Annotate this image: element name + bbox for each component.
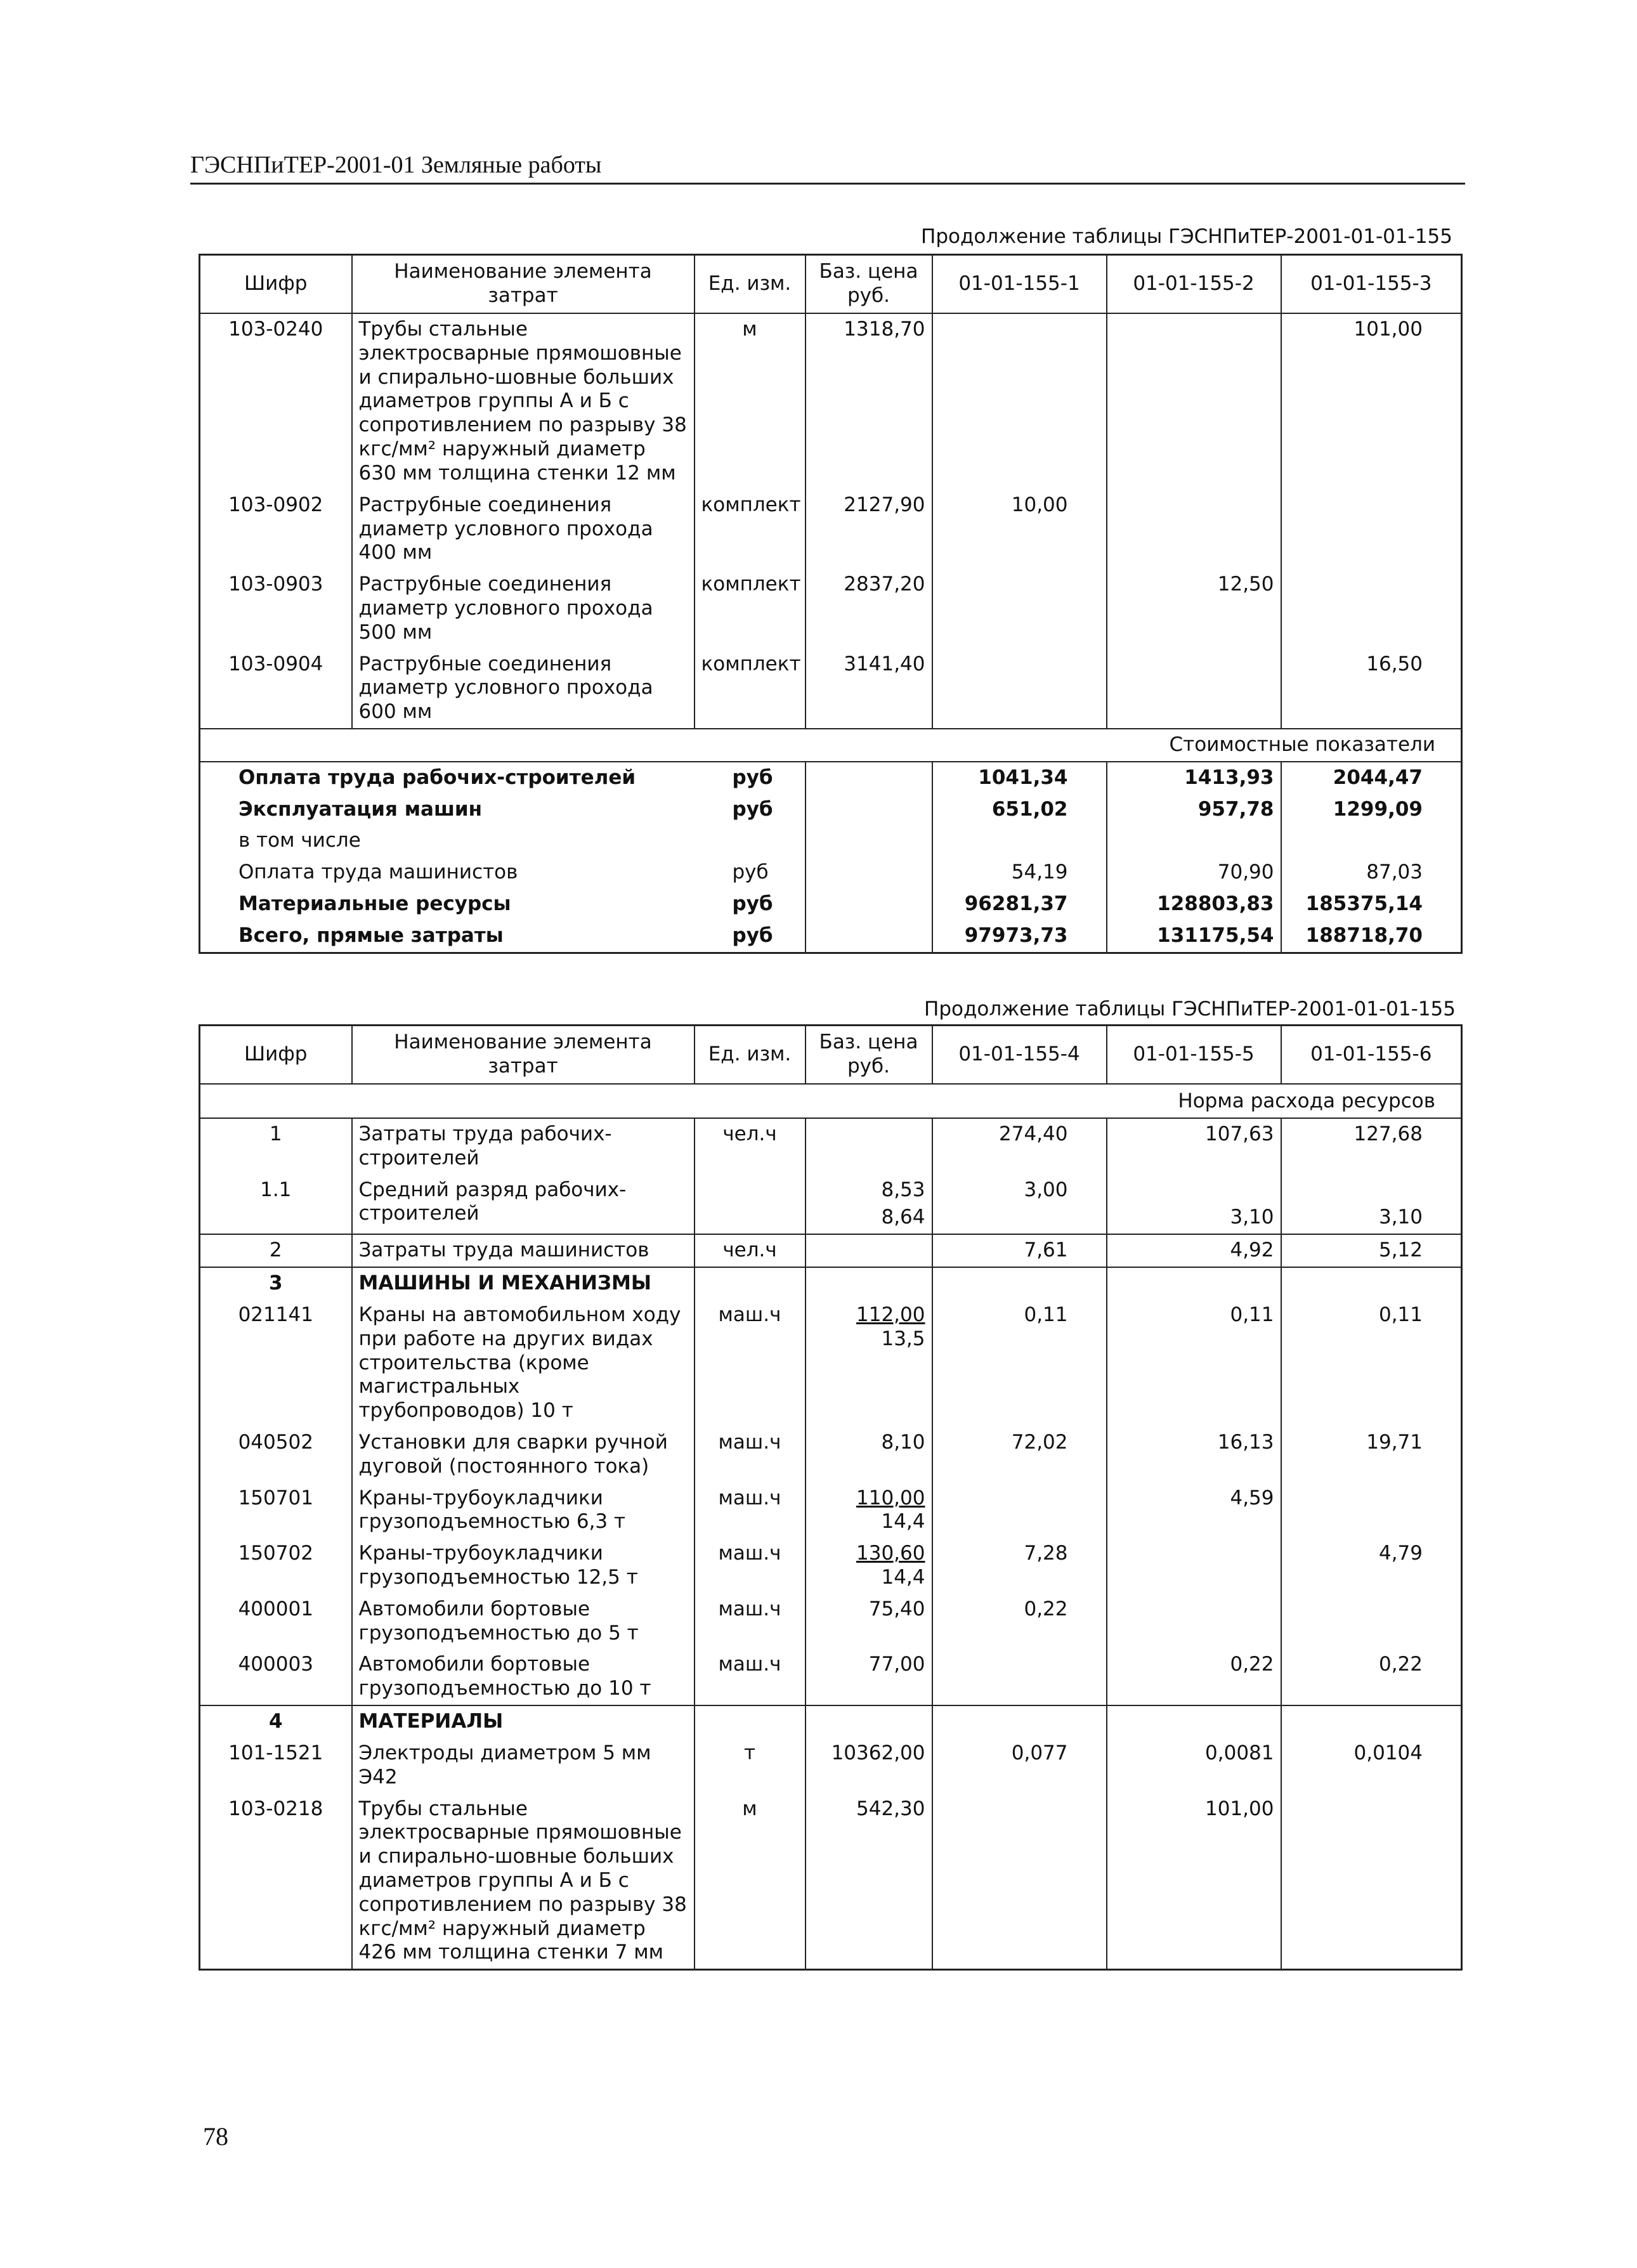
- row-name: Автомобили бортовые грузоподъемностью до 10 т: [352, 1649, 695, 1705]
- price-numerator: 130,60: [856, 1542, 925, 1565]
- section-title: МАТЕРИАЛЫ: [352, 1705, 695, 1738]
- row-v3: 0,0104: [1353, 1741, 1423, 1764]
- row-v3: 16,50: [1366, 652, 1423, 675]
- row-v1: [932, 1649, 1107, 1705]
- row-v2: 0,22: [1107, 1649, 1281, 1705]
- row-v3: 4,79: [1378, 1542, 1423, 1565]
- row-code: 103-0903: [228, 573, 323, 596]
- cost-section-header: [200, 729, 1462, 762]
- cost-v2: 131175,54: [1107, 920, 1281, 953]
- cost-v3: 185375,14: [1305, 892, 1423, 916]
- price-numerator: 112,00: [856, 1303, 925, 1326]
- col-name: Наименование элемента затрат: [352, 255, 695, 314]
- row-unit: маш.ч: [695, 1483, 805, 1539]
- cost-unit: руб: [695, 762, 805, 794]
- col-v3: 01-01-155-6: [1281, 1026, 1462, 1085]
- row-v3: 3,10: [1378, 1206, 1423, 1229]
- cost-unit: руб: [695, 794, 805, 826]
- row-v1: 72,02: [932, 1427, 1107, 1483]
- row-v3: 0,22: [1378, 1653, 1423, 1676]
- table-row: [200, 649, 1462, 729]
- row-v3: 0,11: [1378, 1303, 1423, 1326]
- row-unit: чел.ч: [695, 1118, 805, 1175]
- row-v2: 101,00: [1107, 1794, 1281, 1970]
- table2-caption: Продолжение таблицы ГЭСНПиТЕР-2001-01-01-155: [924, 998, 1456, 1020]
- row-code: 103-0218: [228, 1797, 323, 1820]
- row-code: 400003: [238, 1653, 313, 1676]
- cost-unit: руб: [695, 889, 805, 920]
- row-v1: 0,077: [932, 1738, 1107, 1794]
- row-v3: [1281, 490, 1462, 569]
- table-row: [200, 1594, 1462, 1650]
- table-row: [200, 1427, 1462, 1483]
- cost-v1: 96281,37: [932, 889, 1107, 920]
- row-v1: 7,28: [932, 1538, 1107, 1594]
- col-unit: Ед. изм.: [695, 255, 805, 314]
- norm-section-header: [200, 1084, 1462, 1118]
- row-v2: 0,11: [1107, 1300, 1281, 1427]
- cost-row: [200, 920, 1462, 953]
- cost-v2: 1413,93: [1107, 762, 1281, 794]
- row-unit: маш.ч: [695, 1427, 805, 1483]
- row-v3: [1281, 1594, 1462, 1650]
- col-name: Наименование элемента затрат: [352, 1026, 695, 1085]
- row-unit: маш.ч: [695, 1300, 805, 1427]
- table-row: [200, 1538, 1462, 1594]
- row-name: Краны на автомобильном ходу при работе на других видах строительства (кроме магистральных трубопроводов) 10 т: [352, 1300, 695, 1427]
- row-price: 3141,40: [805, 649, 932, 729]
- row-price: 2127,90: [805, 490, 932, 569]
- row-code: 1: [269, 1123, 282, 1145]
- row-name: Электроды диаметром 5 мм Э42: [352, 1738, 695, 1794]
- cost-row: [200, 825, 1462, 857]
- row-name: Раструбные соединения диаметр условного прохода 500 мм: [352, 569, 695, 648]
- row-code: 400001: [238, 1597, 313, 1620]
- table-row: [200, 1234, 1462, 1267]
- row-code: 103-0240: [200, 313, 352, 490]
- price-denominator: 13,5: [881, 1327, 925, 1350]
- row-unit: м: [695, 1794, 805, 1970]
- row-unit: т: [695, 1738, 805, 1794]
- row-v1: [932, 1483, 1107, 1539]
- col-v2: 01-01-155-2: [1107, 255, 1281, 314]
- row-unit: чел.ч: [695, 1234, 805, 1267]
- cost-v2: 957,78: [1107, 794, 1281, 826]
- cost-v1: 97973,73: [932, 920, 1107, 953]
- row-name: Трубы стальные электросварные прямошовные и спирально-шовные больших диаметров группы А и Б с сопротивлением по разрыву 38 кгс/мм² наружный диаметр 630 мм толщина стенки 12 мм: [352, 313, 695, 490]
- table-row: [200, 1118, 1462, 1175]
- row-v1: 7,61: [932, 1234, 1107, 1267]
- col-code: Шифр: [200, 255, 352, 314]
- row-v2: 3,10: [1107, 1175, 1281, 1235]
- row-v3: 101,00: [1281, 313, 1462, 490]
- table-row: [200, 1738, 1462, 1794]
- col-v2: 01-01-155-5: [1107, 1026, 1281, 1085]
- row-v3: 127,68: [1353, 1123, 1423, 1145]
- row-v3: [1281, 1794, 1462, 1970]
- norm-section-label: Норма расхода ресурсов: [200, 1084, 1462, 1118]
- cost-name: в том числе: [238, 829, 361, 852]
- cost-row: [200, 794, 1462, 826]
- row-v3: 19,71: [1366, 1430, 1423, 1454]
- row-v2: [1107, 1538, 1281, 1594]
- cost-v2: 70,90: [1107, 857, 1281, 889]
- cost-row: [200, 762, 1462, 794]
- row-code: 150702: [238, 1542, 313, 1565]
- row-v1: 274,40: [932, 1118, 1107, 1175]
- resource-table-2: [199, 1024, 1463, 1971]
- row-v1: 0,11: [932, 1300, 1107, 1427]
- table-row: [200, 313, 1462, 490]
- row-v1: [932, 569, 1107, 648]
- row-unit: м: [695, 313, 805, 490]
- row-v1: [932, 1794, 1107, 1970]
- col-unit: Ед. изм.: [695, 1026, 805, 1085]
- row-name: Автомобили бортовые грузоподъемностью до 5 т: [352, 1594, 695, 1650]
- cost-name: Оплата труда машинистов: [238, 861, 518, 884]
- row-code: 101-1521: [228, 1741, 323, 1764]
- price-numerator: 110,00: [856, 1486, 925, 1509]
- table-row: [200, 569, 1462, 648]
- row-v1: [932, 313, 1107, 490]
- cost-v1: 651,02: [932, 794, 1107, 826]
- col-code: Шифр: [200, 1026, 352, 1085]
- row-v2: [1107, 490, 1281, 569]
- row-code: 040502: [238, 1430, 313, 1454]
- row-v2: [1107, 313, 1281, 490]
- cost-name: Оплата труда рабочих-строителей: [238, 766, 636, 789]
- col-v3: 01-01-155-3: [1281, 255, 1462, 314]
- row-v2: [1107, 1594, 1281, 1650]
- price-denominator: 14,4: [881, 1566, 925, 1589]
- row-unit: маш.ч: [695, 1538, 805, 1594]
- row-code: 2: [200, 1234, 352, 1267]
- row-unit: комплект: [695, 649, 805, 729]
- row-v2: 107,63: [1107, 1118, 1281, 1175]
- table-row: [200, 1794, 1462, 1970]
- section-row: [200, 1267, 1462, 1300]
- row-name: Краны-трубоукладчики грузоподъемностью 6,3 т: [352, 1483, 695, 1539]
- cost-row: [200, 889, 1462, 920]
- row-v2: 12,50: [1107, 569, 1281, 648]
- table-row: [200, 490, 1462, 569]
- section-code: 4: [200, 1705, 352, 1738]
- row-v1: 10,00: [932, 490, 1107, 569]
- row-name: Затраты труда машинистов: [352, 1234, 695, 1267]
- cost-v1: 54,19: [932, 857, 1107, 889]
- section-row: [200, 1705, 1462, 1738]
- row-v2: [1107, 649, 1281, 729]
- cost-v3: 188718,70: [1305, 923, 1423, 947]
- row-name: Средний разряд рабочих-строителей: [352, 1175, 695, 1235]
- running-header: ГЭСНПиТЕР-2001-01 Земляные работы: [190, 151, 1465, 185]
- row-v1: 3,00: [932, 1175, 1107, 1235]
- row-unit: маш.ч: [695, 1594, 805, 1650]
- row-price: 77,00: [805, 1649, 932, 1705]
- row-v2: 4,59: [1107, 1483, 1281, 1539]
- section-code: 3: [200, 1267, 352, 1300]
- row-name: Установки для сварки ручной дуговой (постоянного тока): [352, 1427, 695, 1483]
- row-price: 10362,00: [805, 1738, 932, 1794]
- cost-v3: 2044,47: [1333, 766, 1423, 789]
- row-name: Краны-трубоукладчики грузоподъемностью 12,5 т: [352, 1538, 695, 1594]
- cost-v3: 1299,09: [1333, 797, 1423, 821]
- row-code: 1.1: [260, 1178, 292, 1201]
- cost-name: Эксплуатация машин: [238, 797, 483, 821]
- row-price-b: 8,64: [881, 1206, 925, 1229]
- row-v3: [1281, 1483, 1462, 1539]
- row-v2: 0,0081: [1107, 1738, 1281, 1794]
- cost-unit: руб: [695, 920, 805, 953]
- cost-name: Всего, прямые затраты: [238, 923, 504, 947]
- section-title: МАШИНЫ И МЕХАНИЗМЫ: [352, 1267, 695, 1300]
- row-v1: 0,22: [932, 1594, 1107, 1650]
- row-name: Трубы стальные электросварные прямошовные и спирально-шовные больших диаметров группы А и Б с сопротивлением по разрыву 38 кгс/мм² наружный диаметр 426 мм толщина стенки 7 мм: [352, 1794, 695, 1970]
- row-v2: 4,92: [1107, 1234, 1281, 1267]
- row-v2: 16,13: [1107, 1427, 1281, 1483]
- col-price: Баз. цена руб.: [805, 1026, 932, 1085]
- row-code: 150701: [238, 1486, 313, 1509]
- table-row: [200, 1483, 1462, 1539]
- cost-name: Материальные ресурсы: [238, 892, 511, 916]
- row-code: 021141: [238, 1303, 313, 1326]
- col-v1: 01-01-155-1: [932, 255, 1107, 314]
- row-v3: 5,12: [1281, 1234, 1462, 1267]
- cost-v1: 1041,34: [932, 762, 1107, 794]
- row-price: 2837,20: [805, 569, 932, 648]
- resource-table-1: [199, 254, 1463, 954]
- row-v1: [932, 649, 1107, 729]
- cost-v2: 128803,83: [1107, 889, 1281, 920]
- row-price-a: 8,53: [881, 1178, 925, 1201]
- row-unit: комплект: [695, 569, 805, 648]
- cost-v3: 87,03: [1366, 861, 1423, 884]
- col-v1: 01-01-155-4: [932, 1026, 1107, 1085]
- row-unit: маш.ч: [695, 1649, 805, 1705]
- row-code: 103-0904: [228, 652, 323, 675]
- row-name: Затраты труда рабочих-строителей: [352, 1118, 695, 1175]
- row-unit: комплект: [695, 490, 805, 569]
- row-v3: [1281, 569, 1462, 648]
- cost-unit: руб: [695, 857, 805, 889]
- price-denominator: 14,4: [881, 1510, 925, 1534]
- row-name: Раструбные соединения диаметр условного прохода 400 мм: [352, 490, 695, 569]
- page-number: 78: [203, 2122, 228, 2151]
- table1-caption: Продолжение таблицы ГЭСНПиТЕР-2001-01-01-155: [921, 225, 1452, 248]
- table-row: [200, 1175, 1462, 1235]
- table-row: [200, 1300, 1462, 1427]
- cost-section-label: Стоимостные показатели: [200, 729, 1462, 762]
- cost-row: [200, 857, 1462, 889]
- row-code: 103-0902: [228, 493, 323, 516]
- row-price: 542,30: [805, 1794, 932, 1970]
- row-price: 1318,70: [805, 313, 932, 490]
- table-row: [200, 1649, 1462, 1705]
- row-price: 8,10: [805, 1427, 932, 1483]
- row-price: 75,40: [805, 1594, 932, 1650]
- row-name: Раструбные соединения диаметр условного прохода 600 мм: [352, 649, 695, 729]
- col-price: Баз. цена руб.: [805, 255, 932, 314]
